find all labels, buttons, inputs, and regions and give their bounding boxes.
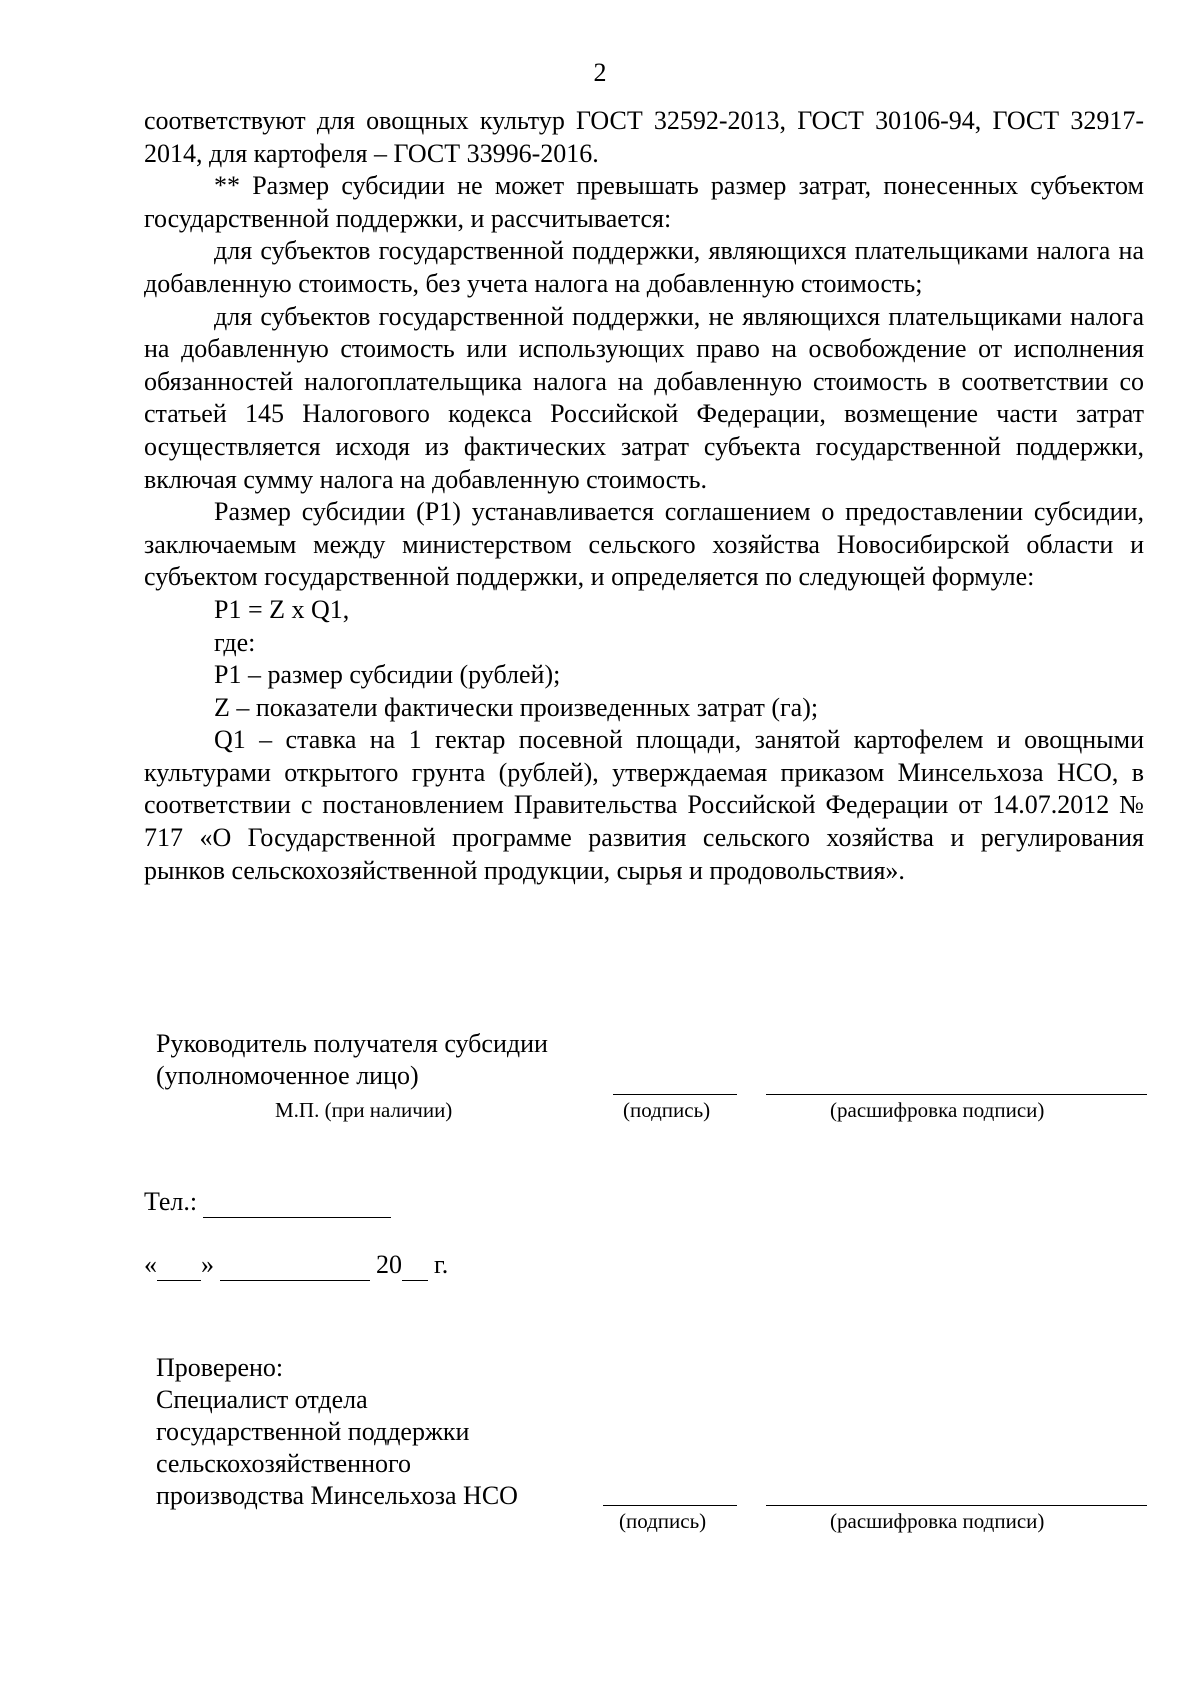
checked-decoding-caption: (расшифровка подписи) [830,1509,1045,1533]
signer-title: Руководитель получателя субсидии [156,1029,548,1058]
paragraph-non-vat-payers: для субъектов государственной поддержки, не являющихся плательщиками налога на добавленную стоимость или использующих право на освобождение от исполнения обязанностей налогоплательщика налога на добавленную стоимость в соответствии со статьей 145 Налогового кодекса Российской Федерации, возмещение части затрат осуществляется исходя из фактических затрат субъекта государственной поддержки, включая сумму налога на добавленную стоимость. [144,301,1144,494]
definition-z: Z – показатели фактически произведенных затрат (га); [214,692,819,722]
checked-line-2: Специалист отдела [156,1385,368,1414]
date-line [144,1249,448,1281]
date-open-quote: « [144,1250,157,1279]
checked-line-4: сельскохозяйственного [156,1449,411,1478]
paragraph-gost: соответствуют для овощных культур ГОСТ 32592-2013, ГОСТ 30106-94, ГОСТ 32917-2014, для картофеля – ГОСТ 33996-2016. [144,106,1144,168]
checked-decoding-line [766,1505,1147,1506]
signature-block-recipient [156,1028,548,1092]
phone-blank [203,1193,391,1218]
phone-label: Тел.: [144,1187,198,1216]
paragraph-subsidy-size: Размер субсидии (Р1) устанавливается соглашением о предоставлении субсидии, заключаемым между министерством сельского хозяйства Новосибирской области и субъектом государственной поддержки, и определяется по следующей формуле: [144,497,1144,592]
date-close-quote: » [201,1250,214,1279]
signature-caption: (подпись) [623,1098,711,1122]
checked-line-3: государственной поддержки [156,1417,470,1446]
checked-label: Проверено: [156,1353,284,1382]
formula: Р1 = Z x Q1, [214,594,350,624]
document-body [144,105,1144,887]
decoding-caption: (расшифровка подписи) [830,1098,1045,1122]
page-number: 2 [593,58,607,87]
signer-subtitle: (уполномоченное лицо) [156,1061,419,1090]
definition-p1: Р1 – размер субсидии (рублей); [214,660,561,690]
year-blank [402,1256,428,1281]
checked-signature-caption: (подпись) [619,1509,707,1533]
signature-block-checked [156,1352,518,1512]
signature-decoding-line [766,1094,1147,1095]
stamp-caption: М.П. (при наличии) [275,1098,453,1122]
year-suffix: г. [434,1250,449,1279]
year-prefix: 20 [376,1250,402,1279]
phone-line [144,1186,391,1218]
signature-line [613,1094,737,1095]
checked-line-5: производства Минсельхоза НСО [156,1481,518,1510]
formula-where: где: [214,627,256,657]
paragraph-vat-payers: для субъектов государственной поддержки, являющихся плательщиками налога на добавленную стоимость, без учета налога на добавленную стоимость; [144,236,1144,298]
checked-signature-line [603,1505,737,1506]
paragraph-subsidy-limit: ** Размер субсидии не может превышать размер затрат, понесенных субъектом государственной поддержки, и рассчитывается: [144,171,1144,233]
month-blank [220,1256,370,1281]
definition-q1: Q1 – ставка на 1 гектар посевной площади, занятой картофелем и овощными культурами открытого грунта (рублей), утверждаемая приказом Минсельхоза НСО, в соответствии с постановлением Правительства Российской Федерации от 14.07.2012 № 717 «О Государственной программе развития сельского хозяйства и регулирования рынков сельскохозяйственной продукции, сырья и продовольствия». [144,725,1144,885]
day-blank [157,1256,201,1281]
